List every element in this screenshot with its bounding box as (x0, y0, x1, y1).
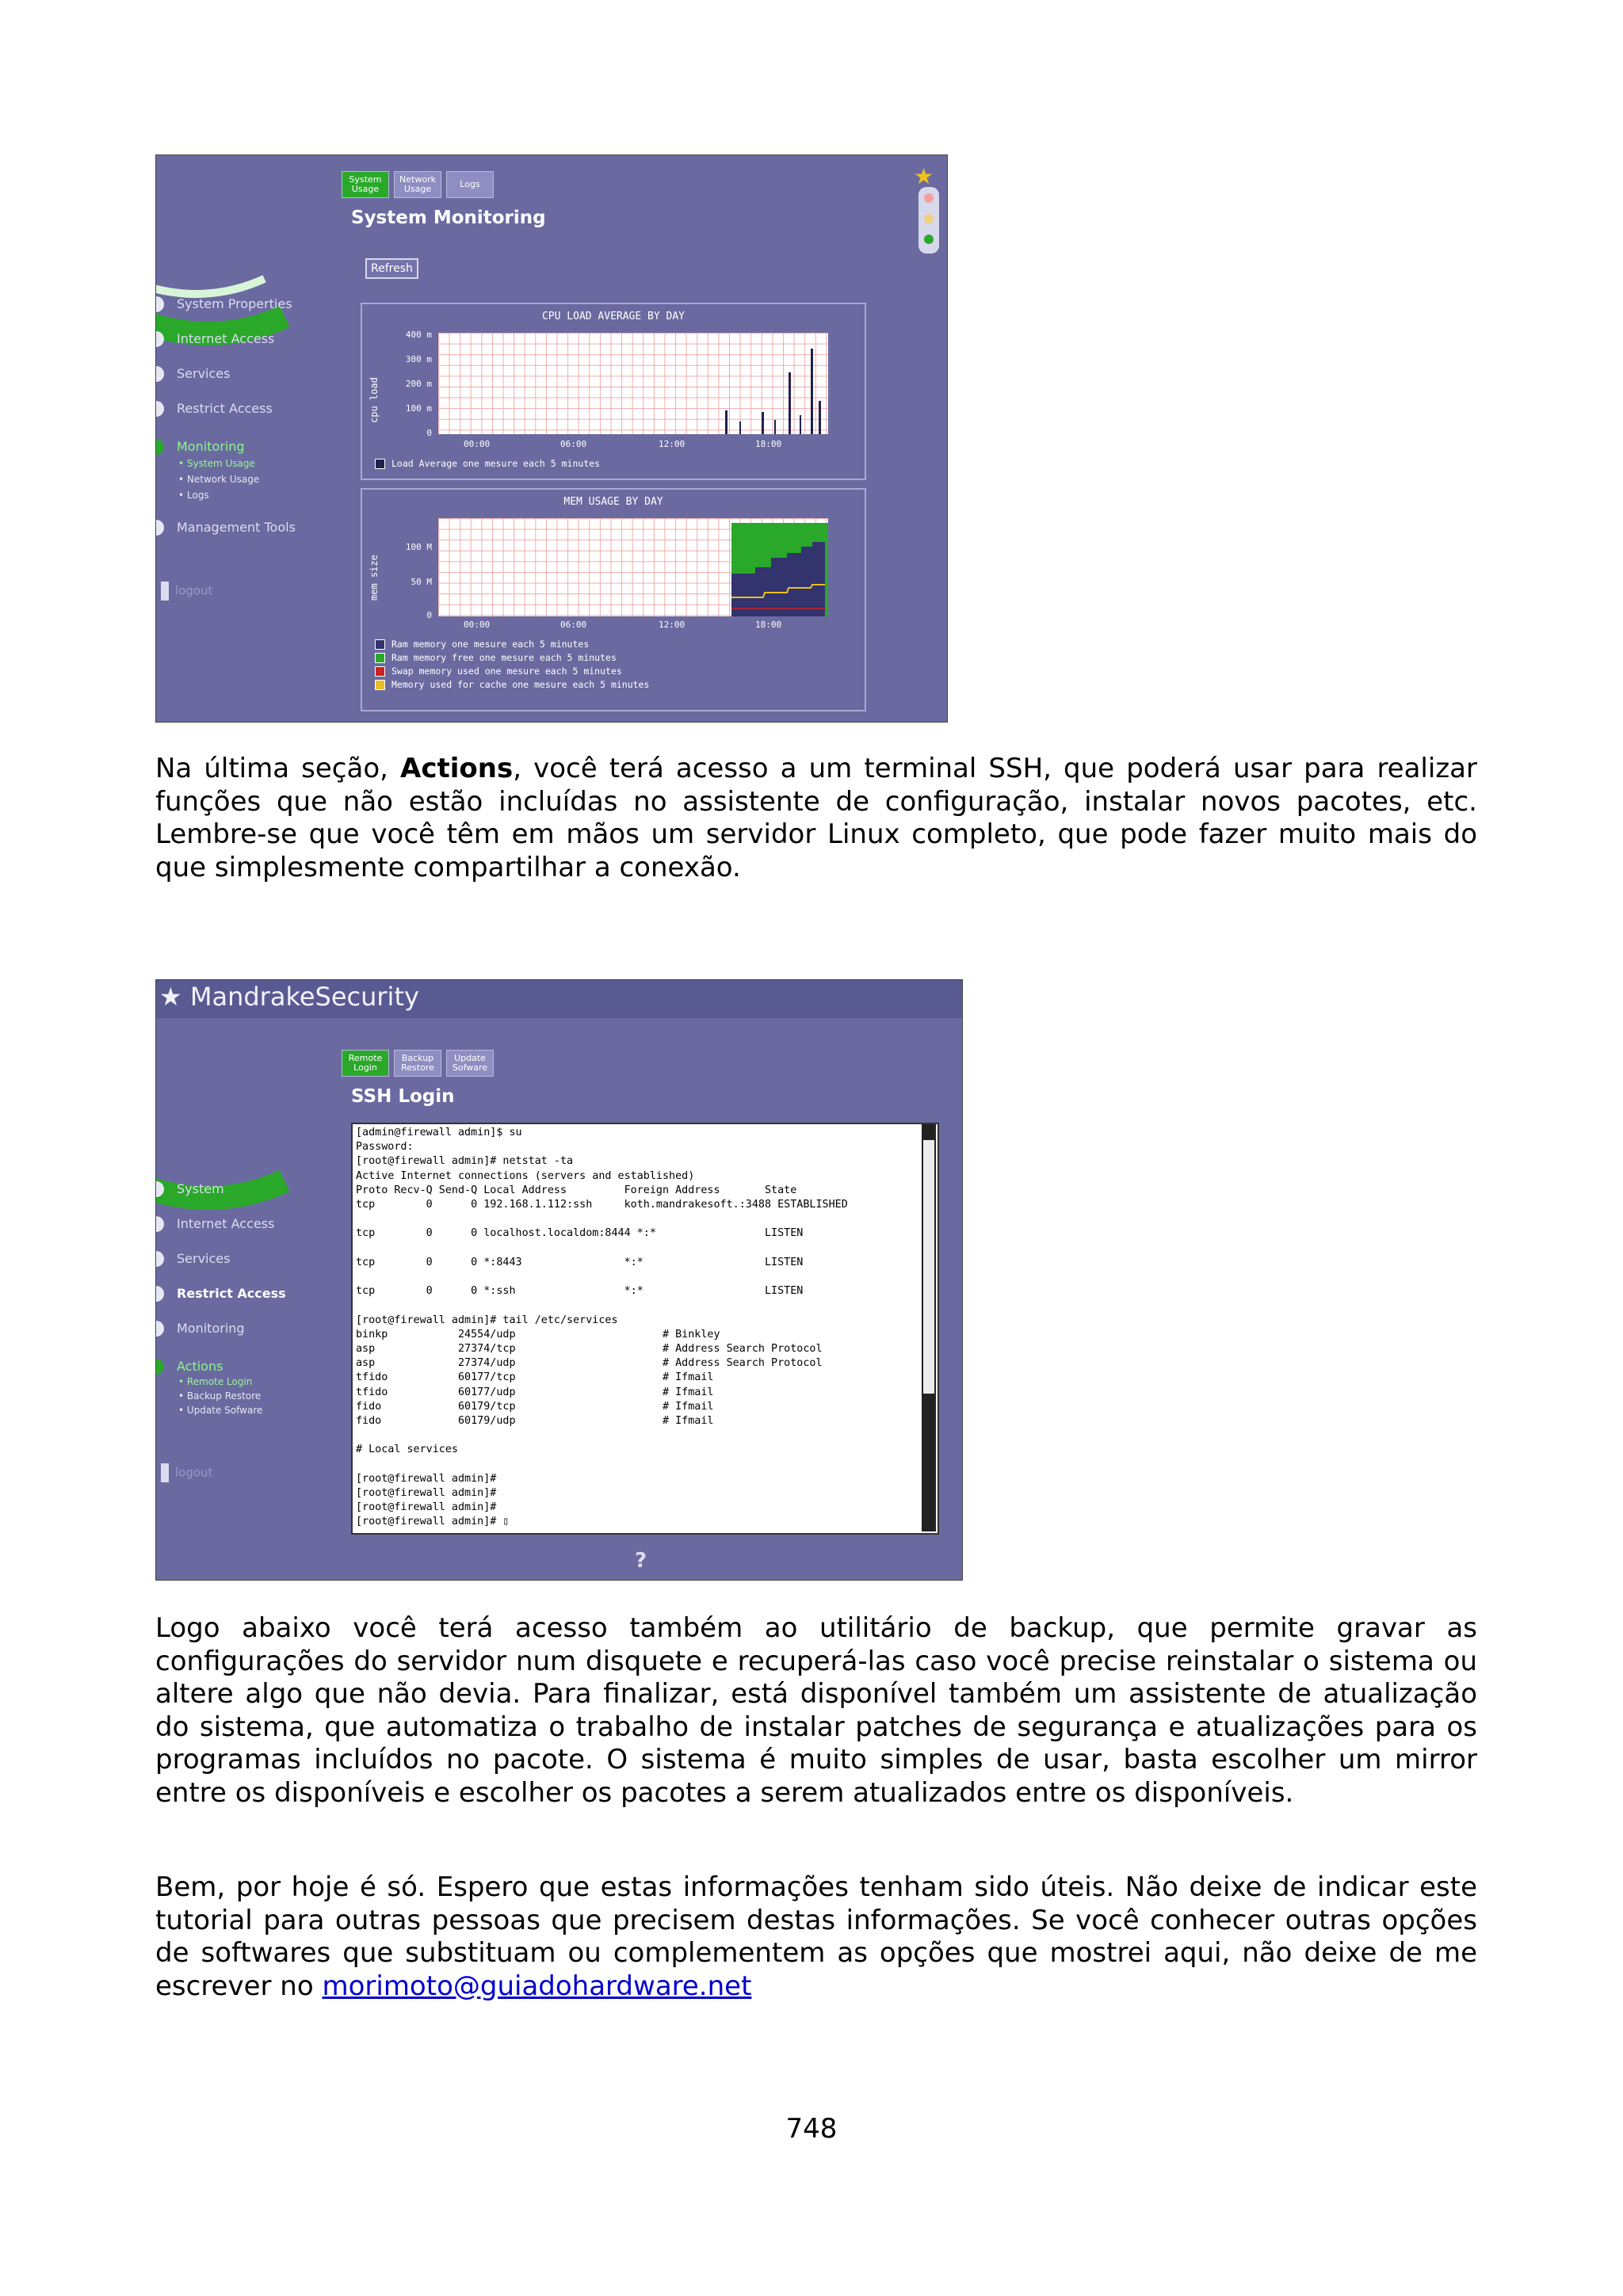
ssh-terminal[interactable] (351, 1123, 939, 1535)
mem-usage-panel (361, 488, 866, 711)
traffic-light-icon (918, 187, 939, 254)
cpu-xtick: 06:00 (560, 439, 587, 449)
legend-swatch (375, 666, 385, 677)
terminal-scrollbar[interactable] (922, 1124, 936, 1531)
bullet-icon (155, 439, 164, 455)
mem-legend-ram: Ram memory one mesure each 5 minutes (375, 639, 589, 650)
submenu-logs[interactable]: • Logs (178, 490, 209, 501)
bullet-icon (155, 1251, 164, 1267)
tab-bar (342, 171, 494, 198)
paragraph-text: , você terá acesso a um terminal SSH, que poderá usar para realizar funções que não estão incluídas no assistente de configuração, instalar novos pacotes, etc. Lembre-se que você têm em mãos um servidor Linux completo, que pode fazer muito mais do que simplesmente compartilhar a conexão. (155, 753, 1477, 883)
page-number: 748 (785, 2113, 838, 2145)
logout-link[interactable]: logout (161, 1463, 212, 1482)
legend-swatch (375, 680, 385, 690)
tab-system-usage[interactable]: System Usage (342, 171, 389, 198)
bold-term: Actions (400, 753, 514, 784)
mem-legend-swap: Swap memory used one mesure each 5 minutes (375, 666, 622, 677)
tab-bar (342, 1050, 494, 1077)
cpu-xtick: 12:00 (659, 439, 685, 449)
submenu-remote-login[interactable]: • Remote Login (178, 1376, 253, 1387)
tab-network-usage[interactable]: Network Usage (394, 171, 441, 198)
cpu-spikes (438, 333, 828, 434)
tab-logs[interactable]: Logs (446, 171, 494, 198)
refresh-button[interactable]: Refresh (365, 258, 418, 279)
terminal-output: [admin@firewall admin]$ su Password: [root@firewall admin]# netstat -ta Active Internet connections (servers and established) Proto Recv-Q Send-Q Local Address Foreign Address State tcp 0 0 192.168.1.112:ssh koth.mandrakesoft.:3488 ESTABLISHED tcp 0 0 localhost.localdom:8444 *:* LISTEN tcp 0 0 *:8443 *:* LISTEN tcp 0 0 *:ssh *:* LISTEN [root@firewall admin]# tail /etc/services binkp 24554/udp # Binkley asp 27374/tcp # Address Search Protocol asp 27374/udp # Address Search Protocol tfido 60177/tcp # Ifmail tfido 60177/udp # Ifmail fido 60179/tcp # Ifmail fido 60179/udp # Ifmail # Local services [root@firewall admin]# [root@firewall admin]# [root@firewall admin]# [root@firewall admin]# ▯ (356, 1127, 848, 1528)
cpu-ytick: 400 m (405, 330, 432, 340)
door-icon (161, 582, 169, 601)
cpu-load-panel (361, 303, 866, 480)
tab-update-software[interactable]: Update Sofware (446, 1050, 494, 1077)
cpu-ytick: 100 m (405, 403, 432, 414)
legend-swatch (375, 639, 385, 650)
mem-legend-cache: Memory used for cache one mesure each 5 minutes (375, 679, 649, 690)
mem-ytick: 50 M (411, 577, 432, 587)
ssh-login-screenshot: ★ MandrakeSecurity Remote Login Backup Restore Update Sofware SSH Login System Internet Access Services Restrict Access Monitoring Actions • Remote Login • Backup Restore • Update Sofware logout [admin@firewall admin]$ su Password: [root@firewall admin]# netstat -ta Active Internet connections (servers and established) Proto Recv-Q Send-Q Local Address Foreign Address State tcp 0 0 192.168.1.112:ssh koth.mandrakesoft.:3488 ESTABLISHED tcp 0 0 localhost.localdom:8444 *:* LISTEN tcp 0 0 *:8443 *:* LISTEN tcp 0 0 *:ssh *:* LISTEN [root@firewall admin]# tail /etc/services binkp 24554/udp # Binkley asp 27374/tcp # Address Search Protocol asp 27374/udp # Address Search Protocol tfido 60177/tcp # Ifmail tfido 60177/udp # Ifmail fido 60179/tcp # Ifmail fido 60179/udp # Ifmail # Local services [root@firewall admin]# [root@firewall admin]# [root@firewall admin]# [root@firewall admin]# ▯ ? (155, 979, 963, 1581)
door-icon (161, 1463, 169, 1482)
bullet-icon (155, 1216, 164, 1232)
system-monitoring-screenshot: System Usage Network Usage Logs System Monitoring Refresh ★ System Properties Internet Access Services Restrict Access Monitoring • System Usage • Network Usage • Logs Management Tools logout CPU LOAD AVERAGE BY DAY cpu load 400 m 300 m 200 m 100 m 0 00:00 06:00 12:00 18:00 Load Average one mesure each 5 minutes MEM USAGE BY DAY mem size 100 M 50 M 0 00:00 06:00 12:00 18:00 Ram memory one mesure each 5 minutes Ram memory free one mesure each 5 minutes Swap memory used one mesure each 5 minutes Memory used for cache one mesure each 5 minutes (155, 154, 948, 723)
mem-chart-ylabel: mem size (369, 555, 380, 601)
page-title: SSH Login (351, 1086, 455, 1107)
paragraph-actions (155, 753, 1477, 884)
cpu-ytick: 200 m (405, 379, 432, 389)
mem-chart-plot (438, 518, 828, 616)
logo: ★ MandrakeSecurity (159, 982, 419, 1012)
cpu-chart-ylabel: cpu load (369, 377, 380, 423)
submenu-system-usage[interactable]: • System Usage (178, 458, 255, 469)
mem-chart-title: MEM USAGE BY DAY (563, 496, 663, 508)
star-icon: ★ (914, 163, 934, 189)
submenu-network-usage[interactable]: • Network Usage (178, 474, 260, 485)
scrollbar-thumb[interactable] (923, 1140, 934, 1394)
bullet-icon (155, 1321, 164, 1337)
mem-ytick: 100 M (405, 542, 432, 552)
tab-remote-login[interactable]: Remote Login (342, 1050, 389, 1077)
mem-ytick: 0 (426, 610, 432, 620)
paragraph-text: Na última seção, (155, 753, 401, 784)
bullet-icon (155, 366, 164, 382)
paragraph-closing (155, 1871, 1477, 2003)
mem-legend-free: Ram memory free one mesure each 5 minutes (375, 652, 617, 663)
legend-swatch (375, 653, 385, 663)
cpu-xtick: 00:00 (464, 439, 491, 449)
cpu-chart-plot (438, 333, 828, 434)
cpu-ytick: 300 m (405, 354, 432, 364)
page-title: System Monitoring (351, 208, 546, 228)
cpu-xtick: 18:00 (755, 439, 782, 449)
cpu-ytick: 0 (426, 428, 432, 438)
bullet-icon (155, 520, 164, 536)
paragraph-backup: Logo abaixo você terá acesso também ao utilitário de backup, que permite gravar as configurações do servidor num disquete e recuperá-las caso você precise reinstalar o sistema ou altere algo que não devia. Para finalizar, está disponível também um assistente de atualização do sistema, que automatiza o trabalho de instalar patches de segurança e atualizações para os programas incluídos no pacote. O sistema é muito simples de usar, basta escolher um mirror entre os disponíveis e escolher os pacotes a serem atualizados entre os disponíveis. (155, 1612, 1477, 1809)
submenu-update-software[interactable]: • Update Sofware (178, 1405, 263, 1416)
mem-areas (438, 518, 828, 616)
mem-xtick: 18:00 (755, 620, 782, 630)
bullet-icon (155, 1286, 164, 1302)
mem-xtick: 06:00 (560, 620, 587, 630)
tab-backup-restore[interactable]: Backup Restore (394, 1050, 441, 1077)
bullet-icon (155, 1359, 164, 1375)
mem-xtick: 00:00 (464, 620, 491, 630)
submenu-backup-restore[interactable]: • Backup Restore (178, 1390, 262, 1402)
cpu-legend: Load Average one mesure each 5 minutes (375, 458, 600, 469)
legend-swatch (375, 459, 385, 469)
paragraph-text: Bem, por hoje é só. Espero que estas informações tenham sido úteis. Não deixe de indicar este tutorial para outras pessoas que precisem destas informações. Se você conhecer outras opções de softwares que substituam ou complementem as opções que mostrei aqui, não deixe de me escrever no (155, 1871, 1477, 2002)
help-icon[interactable]: ? (635, 1549, 647, 1573)
email-link[interactable]: morimoto@guiadohardware.net (322, 1970, 752, 2002)
cpu-chart-title: CPU LOAD AVERAGE BY DAY (541, 311, 685, 322)
bullet-icon (155, 401, 164, 417)
mem-xtick: 12:00 (659, 620, 685, 630)
star-icon: ★ (159, 982, 190, 1012)
logout-link[interactable]: logout (161, 582, 212, 601)
